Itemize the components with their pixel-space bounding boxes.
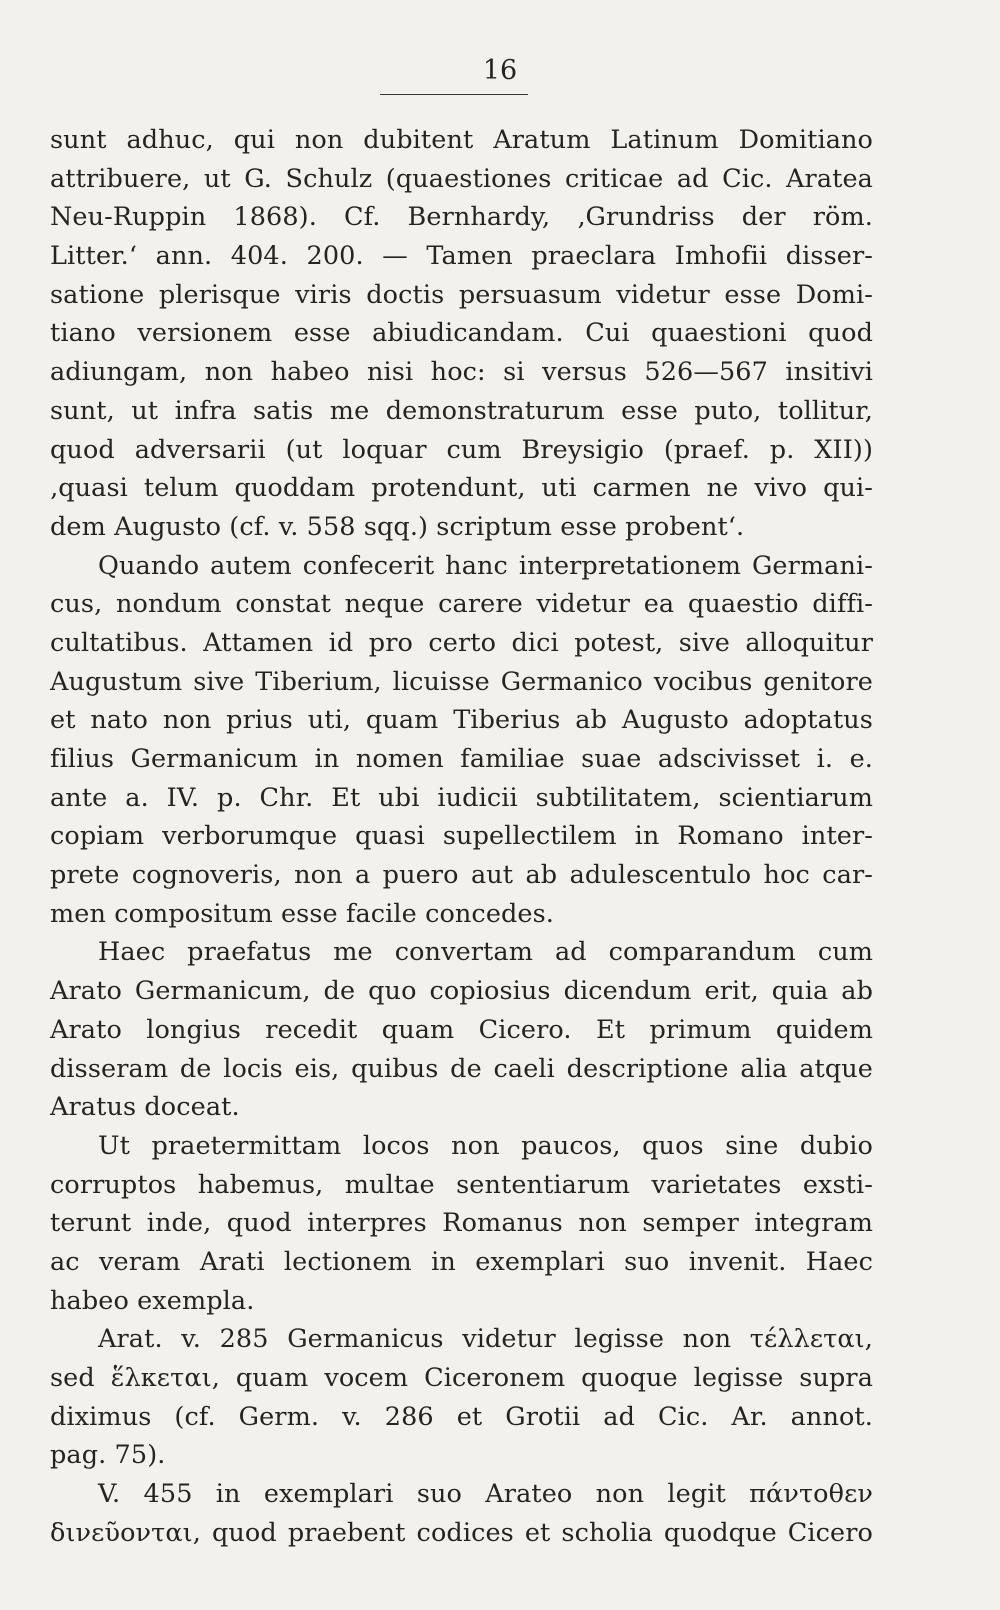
text-line: Arat. v. 285 Germanicus videtur legisse non τέλλεται, bbox=[98, 1324, 873, 1355]
text-line: adiungam, non habeo nisi hoc: si versus 526—567 insitivi bbox=[50, 357, 873, 388]
text-line: Quando autem confecerit hanc interpretationem Germani- bbox=[98, 550, 873, 581]
text-line: attribuere, ut G. Schulz (quaestiones criticae ad Cic. Aratea bbox=[50, 163, 873, 194]
text-line: ‚quasi telum quoddam protendunt, uti carmen ne vivo qui- bbox=[50, 473, 873, 504]
text-line: habeo exempla. bbox=[50, 1285, 255, 1316]
text-line: Aratus doceat. bbox=[50, 1092, 240, 1123]
text-line: cultatibus. Attamen id pro certo dici potest, sive alloquitur bbox=[50, 627, 873, 658]
text-line: V. 455 in exemplari suo Arateo non legit πάντοθεν bbox=[98, 1479, 873, 1510]
text-line: Arato Germanicum, de quo copiosius dicendum erit, quia ab bbox=[50, 976, 873, 1007]
text-line: cus, nondum constat neque carere videtur ea quaestio diffi- bbox=[50, 589, 873, 620]
body-text bbox=[50, 121, 873, 1552]
text-line: tiano versionem esse abiudicandam. Cui quaestioni quod bbox=[50, 318, 873, 349]
paragraph-2 bbox=[50, 547, 873, 934]
paragraph-5 bbox=[50, 1320, 873, 1475]
paragraph-4 bbox=[50, 1127, 873, 1320]
text-line: dem Augusto (cf. v. 558 sqq.) scriptum esse probent‘. bbox=[50, 511, 745, 542]
paragraph-6 bbox=[50, 1475, 873, 1552]
text-line: terunt inde, quod interpres Romanus non semper integram bbox=[50, 1208, 873, 1239]
text-line: men compositum esse facile concedes. bbox=[50, 898, 555, 929]
text-line: Litter.‘ ann. 404. 200. — Tamen praeclara Imhofii disser- bbox=[50, 241, 873, 272]
paragraph-3 bbox=[50, 933, 873, 1126]
text-line: pag. 75). bbox=[50, 1440, 166, 1471]
text-line: Augustum sive Tiberium, licuisse Germanico vocibus genitore bbox=[50, 666, 873, 697]
text-line: disseram de locis eis, quibus de caeli descriptione alia atque bbox=[50, 1053, 873, 1084]
text-line: δινεῦονται, quod praebent codices et scholia quodque Cicero bbox=[50, 1517, 873, 1548]
text-line: sunt, ut infra satis me demonstraturum esse puto, tollitur, bbox=[50, 395, 873, 426]
text-line: filius Germanicum in nomen familiae suae adscivisset i. e. bbox=[50, 744, 873, 774]
text-line: Arato longius recedit quam Cicero. Et primum quidem bbox=[50, 1014, 873, 1045]
text-line: ac veram Arati lectionem in exemplari suo invenit. Haec bbox=[50, 1246, 873, 1277]
header-rule bbox=[380, 94, 528, 95]
text-line: Neu-Ruppin 1868). Cf. Bernhardy, ‚Grundriss der röm. bbox=[50, 202, 873, 233]
text-line: ante a. IV. p. Chr. Et ubi iudicii subtilitatem, scientiarum bbox=[50, 782, 873, 813]
page-number: 16 bbox=[482, 55, 518, 86]
text-line: corruptos habemus, multae sententiarum varietates exsti- bbox=[50, 1169, 873, 1200]
text-line: et nato non prius uti, quam Tiberius ab Augusto adoptatus bbox=[50, 705, 873, 736]
text-line: sed ἕλκεται, quam vocem Ciceronem quoque legisse supra bbox=[50, 1363, 873, 1393]
text-line: Haec praefatus me convertam ad comparandum cum bbox=[98, 937, 873, 968]
text-line: diximus (cf. Germ. v. 286 et Grotii ad Cic. Ar. annot. bbox=[50, 1401, 873, 1432]
text-line: quod adversarii (ut loquar cum Breysigio (praef. p. XII)) bbox=[50, 434, 873, 465]
text-line: sunt adhuc, qui non dubitent Aratum Latinum Domitiano bbox=[50, 125, 873, 155]
text-line: prete cognoveris, non a puero aut ab adulescentulo hoc car- bbox=[50, 860, 873, 891]
text-line: Ut praetermittam locos non paucos, quos sine dubio bbox=[98, 1130, 873, 1161]
text-line: copiam verborumque quasi supellectilem in Romano inter- bbox=[50, 821, 873, 852]
text-line: satione plerisque viris doctis persuasum videtur esse Domi- bbox=[50, 279, 873, 310]
paragraph-1 bbox=[50, 121, 873, 547]
